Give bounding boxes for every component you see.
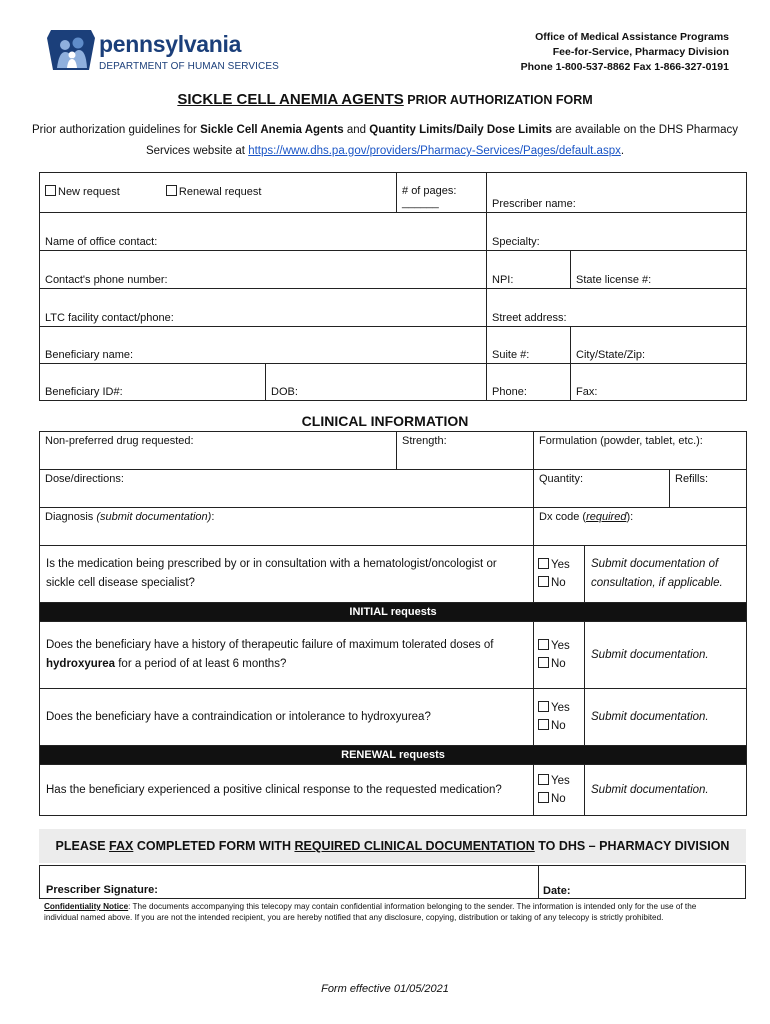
- renewal-request-checkbox[interactable]: [166, 185, 177, 196]
- specialist-no-option[interactable]: [538, 574, 579, 592]
- guidelines-part: Prior authorization guidelines for: [31, 124, 201, 136]
- formulation-field[interactable]: [534, 432, 747, 470]
- drug-requested-label: Non-preferred drug requested:: [45, 435, 194, 447]
- specialty-field[interactable]: [487, 213, 747, 251]
- clinical-response-answer: [534, 765, 585, 816]
- dose-directions-field[interactable]: [40, 470, 534, 508]
- dob-field[interactable]: [266, 364, 487, 401]
- guidelines-part: are available on the DHS Pharmacy Services website at: [145, 124, 739, 157]
- request-type-cell: [40, 173, 397, 213]
- office-info: [521, 30, 729, 75]
- formulation-label: Formulation (powder, tablet, etc.):: [539, 435, 703, 447]
- suite-label: Suite #:: [492, 349, 530, 361]
- fax-label: Fax:: [576, 386, 598, 398]
- contra-yes-checkbox[interactable]: [538, 701, 549, 712]
- contraindication-question: Does the beneficiary have a contraindication or intolerance to hydroxyurea?: [40, 689, 534, 746]
- beneficiary-name-field[interactable]: [40, 327, 487, 364]
- banner-part: TO DHS – PHARMACY DIVISION: [534, 839, 730, 853]
- contraindication-note: Submit documentation.: [585, 689, 747, 746]
- response-yes-option[interactable]: [538, 772, 579, 790]
- banner-fax: FAX: [109, 839, 134, 853]
- pages-label: # of pages: ______: [402, 185, 457, 209]
- form-effective-date: Form effective 01/05/2021: [321, 983, 449, 995]
- hydroxyurea-failure-question: [40, 622, 534, 689]
- dx-code-field[interactable]: [534, 508, 747, 546]
- banner-part: COMPLETED FORM WITH: [133, 839, 295, 853]
- fax-instructions-banner: [39, 829, 746, 863]
- renewal-requests-bar: RENEWAL requests: [40, 746, 747, 765]
- form-title-main: SICKLE CELL ANEMIA AGENTS: [177, 91, 404, 108]
- dose-directions-label: Dose/directions:: [45, 473, 124, 485]
- fax-field[interactable]: [571, 364, 747, 401]
- city-state-zip-field[interactable]: [571, 327, 747, 364]
- state-license-label: State license #:: [576, 274, 652, 286]
- specialist-no-checkbox[interactable]: [538, 576, 549, 587]
- phone-field[interactable]: [487, 364, 571, 401]
- clinical-info-title: CLINICAL INFORMATION: [301, 413, 469, 429]
- hydroxyurea-failure-answer: [534, 622, 585, 689]
- failure-yes-option[interactable]: [538, 637, 579, 655]
- form-title: [0, 91, 770, 108]
- question-part: Does the beneficiary have a history of therapeutic failure of maximum tolerated doses of: [46, 639, 494, 651]
- guidelines-part: .: [620, 145, 625, 157]
- diagnosis-colon: :: [211, 511, 215, 523]
- contraindication-answer: [534, 689, 585, 746]
- keystone-family-icon: [45, 28, 97, 72]
- no-label: No: [551, 658, 566, 670]
- guidelines-text: [30, 120, 740, 162]
- yes-label: Yes: [551, 775, 570, 787]
- banner-part: PLEASE: [55, 839, 110, 853]
- date-label: Date:: [543, 885, 571, 897]
- refills-label: Refills:: [675, 473, 709, 485]
- specialty-label: Specialty:: [492, 236, 540, 248]
- npi-label: NPI:: [492, 274, 514, 286]
- refills-field[interactable]: [670, 470, 747, 508]
- date-cell[interactable]: [538, 865, 571, 899]
- street-address-label: Street address:: [492, 312, 567, 324]
- diagnosis-note: (submit documentation): [96, 511, 212, 523]
- beneficiary-name-label: Beneficiary name:: [45, 349, 134, 361]
- question-part: for a period of at least 6 months?: [115, 658, 287, 670]
- clinical-response-note: Submit documentation.: [585, 765, 747, 816]
- specialist-question: Is the medication being prescribed by or in consultation with a hematologist/oncologist or sickle cell disease specialist?: [40, 546, 534, 603]
- guidelines-drug-name: Sickle Cell Anemia Agents: [200, 124, 344, 136]
- suite-field[interactable]: [487, 327, 571, 364]
- guidelines-part: and: [343, 124, 370, 136]
- street-address-field[interactable]: [487, 289, 747, 327]
- drug-requested-field[interactable]: [40, 432, 397, 470]
- guidelines-limits: Quantity Limits/Daily Dose Limits: [369, 124, 553, 136]
- response-no-option[interactable]: [538, 790, 579, 808]
- strength-field[interactable]: [397, 432, 534, 470]
- specialist-yes-checkbox[interactable]: [538, 558, 549, 569]
- prescriber-signature-field[interactable]: Prescriber Signature:: [46, 884, 158, 896]
- new-request-label: New request: [58, 186, 120, 198]
- dx-code-label: Dx code (: [539, 511, 587, 523]
- dhs-website-link[interactable]: https://www.dhs.pa.gov/providers/Pharmacy-Services/Pages/default.aspx: [248, 145, 621, 157]
- contra-yes-option[interactable]: [538, 699, 579, 717]
- clinical-info-table: [39, 431, 747, 816]
- diagnosis-label: Diagnosis: [45, 511, 97, 523]
- logo-subtitle: DEPARTMENT OF HUMAN SERVICES: [99, 61, 279, 72]
- yes-label: Yes: [551, 702, 570, 714]
- failure-no-option[interactable]: [538, 655, 579, 673]
- office-line-3: Phone 1-800-537-8862 Fax 1-866-327-0191: [520, 61, 729, 73]
- no-label: No: [551, 793, 566, 805]
- dx-required-note: required: [586, 511, 627, 523]
- confidentiality-text: : The documents accompanying this telecopy may contain confidential information belonging to the sender. The information is intended only for the use of the individual named above. If you are not the intended recipient, you are hereby notified that any disclosure, copying, distribution or taking of any telecopy is strictly prohibited.: [44, 902, 697, 922]
- contra-no-option[interactable]: [538, 717, 579, 735]
- logo-name: pennsylvania: [99, 31, 242, 57]
- beneficiary-id-field[interactable]: [40, 364, 266, 401]
- failure-note: Submit documentation.: [585, 622, 747, 689]
- quantity-field[interactable]: [534, 470, 670, 508]
- contact-phone-field[interactable]: [40, 251, 487, 289]
- quantity-label: Quantity:: [539, 473, 584, 485]
- contra-no-checkbox[interactable]: [538, 719, 549, 730]
- no-label: No: [551, 720, 566, 732]
- banner-required-docs: REQUIRED CLINICAL DOCUMENTATION: [294, 839, 535, 853]
- response-no-checkbox[interactable]: [538, 792, 549, 803]
- dx-code-end: ):: [626, 511, 634, 523]
- state-license-field[interactable]: [571, 251, 747, 289]
- diagnosis-field[interactable]: [40, 508, 534, 546]
- dob-label: DOB:: [271, 386, 298, 398]
- no-label: No: [551, 577, 566, 589]
- yes-label: Yes: [551, 559, 570, 571]
- failure-no-checkbox[interactable]: [538, 657, 549, 668]
- specialist-answer: [534, 546, 585, 603]
- office-contact-field[interactable]: [40, 213, 487, 251]
- prescriber-name-label: Prescriber name:: [492, 198, 576, 210]
- office-contact-label: Name of office contact:: [45, 236, 158, 248]
- request-info-table: [39, 172, 747, 401]
- specialist-note: Submit documentation of consultation, if applicable.: [585, 546, 747, 603]
- prescriber-name-field[interactable]: [487, 173, 747, 213]
- new-request-checkbox[interactable]: [45, 185, 56, 196]
- response-yes-checkbox[interactable]: [538, 774, 549, 785]
- question-drug: hydroxyurea: [46, 658, 116, 670]
- phone-label: Phone:: [492, 386, 527, 398]
- npi-field[interactable]: [487, 251, 571, 289]
- city-state-zip-label: City/State/Zip:: [576, 349, 646, 361]
- ltc-contact-field[interactable]: [40, 289, 487, 327]
- failure-yes-checkbox[interactable]: [538, 639, 549, 650]
- office-line-1: Office of Medical Assistance Programs: [535, 31, 729, 43]
- office-line-2: Fee-for-Service, Pharmacy Division: [552, 46, 729, 58]
- signature-box: [39, 865, 746, 899]
- confidentiality-notice: [44, 901, 724, 923]
- contact-phone-label: Contact's phone number:: [45, 274, 168, 286]
- ltc-contact-label: LTC facility contact/phone:: [45, 312, 174, 324]
- initial-requests-bar: INITIAL requests: [40, 603, 747, 622]
- strength-label: Strength:: [402, 435, 447, 447]
- form-title-sub: PRIOR AUTHORIZATION FORM: [403, 93, 593, 107]
- renewal-request-label: Renewal request: [178, 186, 262, 198]
- specialist-yes-option[interactable]: [538, 556, 579, 574]
- clinical-response-question: Has the beneficiary experienced a positive clinical response to the requested medication?: [40, 765, 534, 816]
- beneficiary-id-label: Beneficiary ID#:: [45, 386, 123, 398]
- dhs-logo: [45, 28, 285, 76]
- pages-field[interactable]: [397, 173, 487, 213]
- yes-label: Yes: [551, 640, 570, 652]
- confidentiality-label: Confidentiality Notice: [44, 902, 129, 911]
